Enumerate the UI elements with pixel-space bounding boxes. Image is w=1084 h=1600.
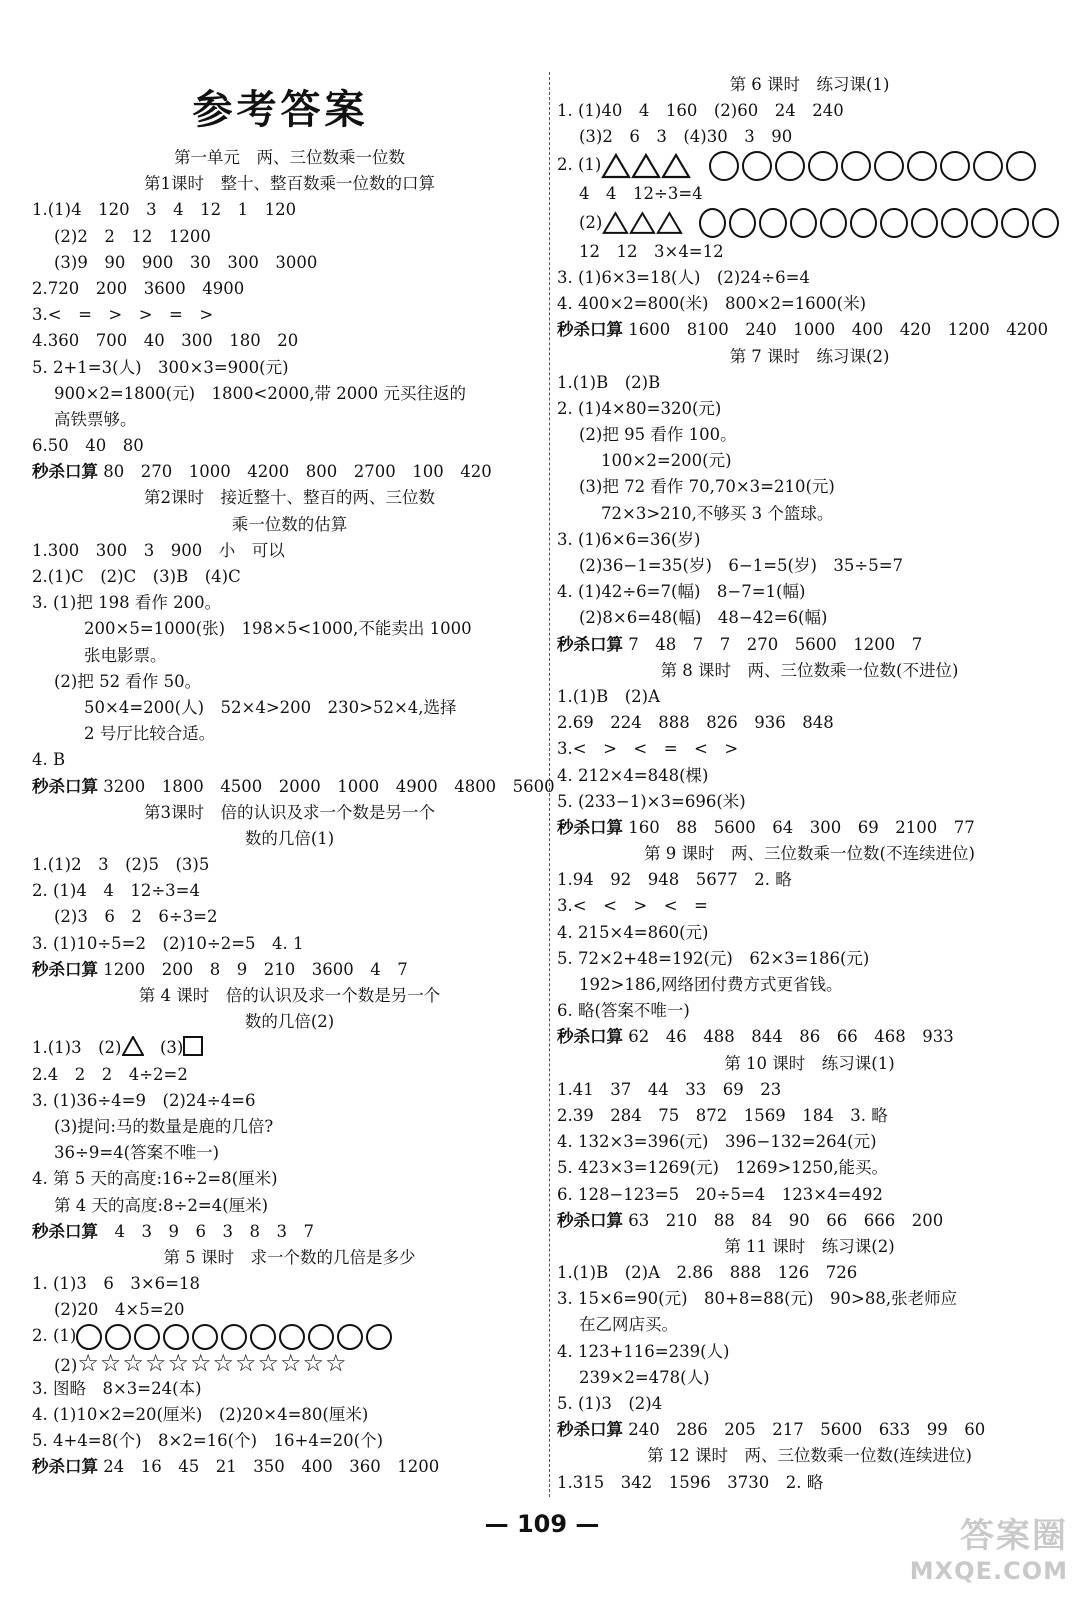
quick-calc-label: 秒杀口算 <box>557 320 623 340</box>
circle-icon <box>729 208 756 238</box>
circle-icon <box>940 151 970 181</box>
answer-line: 3. (1)把 198 看作 200。 <box>32 593 222 613</box>
circle-icon <box>699 208 726 238</box>
answer-line: 5. (1)3 (2)4 <box>557 1394 663 1413</box>
answer-line: 12 12 3×4=12 <box>579 241 724 261</box>
quick-calc-line <box>557 1417 1062 1443</box>
quick-calc-values: 4 3 9 6 3 8 3 7 <box>98 1221 314 1241</box>
lesson-10-title: 第 10 课时 练习课(1) <box>724 1053 895 1073</box>
answer-line: 1.(1)2 3 (2)5 (3)5 <box>32 855 210 875</box>
answer-line: 900×2=1800(元) 1800<2000,带 2000 元买往返的 <box>54 383 467 403</box>
answer-line: 1.(1)4 120 3 4 12 1 120 <box>32 200 297 220</box>
answer-line: 100×2=200(元) <box>601 451 732 471</box>
circle-icon <box>709 151 739 181</box>
answer-line: 1.315 342 1596 3730 2. 略 <box>557 1472 824 1492</box>
answer-line: 1. (1)40 4 160 (2)60 24 240 <box>557 101 844 121</box>
circle-icon <box>808 151 838 181</box>
circle-icon <box>907 151 937 181</box>
answer-line: 3. (1)36÷4=9 (2)24÷4=6 <box>32 1090 256 1110</box>
quick-calc-line <box>32 1454 547 1480</box>
circle-icon <box>971 208 998 238</box>
circle-icon <box>105 1324 131 1350</box>
answer-line: 4. (1)10×2=20(厘米) (2)20×4=80(厘米) <box>32 1405 369 1424</box>
answer-line: 3.< > < = < > <box>557 739 739 759</box>
answer-line: (2)2 2 12 1200 <box>54 226 211 246</box>
lesson-1-title: 第1课时 整十、整百数乘一位数的口算 <box>144 174 435 194</box>
circle-icon <box>759 208 786 238</box>
answer-line: 6.50 40 80 <box>32 436 144 456</box>
triangle-icon <box>602 210 629 236</box>
answer-line: (3)9 90 900 30 300 3000 <box>54 252 318 272</box>
lesson-3-title: 第3课时 倍的认识及求一个数是另一个 <box>144 802 435 822</box>
circle-icon <box>880 208 907 238</box>
answer-line: 3. 图略 8×3=24(本) <box>32 1378 202 1398</box>
quick-calc-line <box>32 957 547 983</box>
answer-line: (3)把 72 看作 70,70×3=210(元) <box>579 477 835 497</box>
circle-icon <box>973 151 1003 181</box>
answer-line: 1.(1)B (2)A <box>557 686 661 706</box>
lesson-2-title-cont: 乘一位数的估算 <box>231 514 348 534</box>
quick-calc-line <box>557 1024 1062 1050</box>
circle-icon <box>250 1324 276 1350</box>
answer-line: 4. 400×2=800(米) 800×2=1600(米) <box>557 294 867 314</box>
circle-icon <box>163 1324 189 1350</box>
answer-line <box>32 1323 547 1349</box>
answer-line: 2.720 200 3600 4900 <box>32 278 245 298</box>
answer-line: 3. 15×6=90(元) 80+8=88(元) 90>88,张老师应 <box>557 1289 958 1309</box>
triangle-icon <box>122 1036 144 1064</box>
answer-line: 200×5=1000(张) 198×5<1000,不能卖出 1000 <box>84 619 472 639</box>
answer-line: 2. (1)4×80=320(元) <box>557 398 722 418</box>
circle-icon <box>911 208 938 238</box>
answer-line <box>32 1350 547 1376</box>
answer-line: 2 号厅比较合适。 <box>84 724 216 744</box>
quick-calc-label: 秒杀口算 <box>32 462 98 482</box>
answer-line: 4. 123+116=239(人) <box>557 1341 730 1361</box>
quick-calc-values: 160 88 5600 64 300 69 2100 77 <box>623 817 975 837</box>
answer-line: 72×3>210,不够买 3 个篮球。 <box>601 503 834 523</box>
quick-calc-values: 1600 8100 240 1000 400 420 1200 4200 <box>623 320 1049 340</box>
quick-calc-line <box>557 815 1062 841</box>
circle-icon <box>221 1324 247 1350</box>
answer-line: 4.360 700 40 300 180 20 <box>32 331 299 351</box>
quick-calc-label: 秒杀口算 <box>32 1457 98 1477</box>
answer-line: 3.< = > > = > <box>32 305 214 325</box>
quick-calc-values: 24 16 45 21 350 400 360 1200 <box>98 1457 440 1477</box>
answer-line: 50×4=200(人) 52×4>200 230>52×4,选择 <box>84 697 457 717</box>
answer-line: 2.(1)C (2)C (3)B (4)C <box>32 567 241 586</box>
lesson-7-title: 第 7 课时 练习课(2) <box>729 346 890 366</box>
answer-line: 在乙网店买。 <box>579 1315 678 1335</box>
answer-line: (3)2 6 3 (4)30 3 90 <box>579 127 793 147</box>
lesson-6-title: 第 6 课时 练习课(1) <box>729 75 890 94</box>
quick-calc-label: 秒杀口算 <box>32 1221 98 1241</box>
answer-line: 6. 略(答案不唯一) <box>557 1001 690 1021</box>
circle-icon <box>850 208 877 238</box>
answer-text: 1.(1)3 (2) <box>32 1038 122 1058</box>
triangle-icon <box>629 210 656 236</box>
answer-line: (2)把 95 看作 100。 <box>579 425 737 445</box>
answer-line: 36÷9=4(答案不唯一) <box>54 1143 220 1163</box>
answer-line: (2)36−1=35(岁) 6−1=5(岁) 35÷5=7 <box>579 556 904 575</box>
answer-line: 239×2=478(人) <box>579 1367 710 1387</box>
answer-line: 张电影票。 <box>84 645 167 665</box>
quick-calc-values: 62 46 488 844 86 66 468 933 <box>623 1027 954 1047</box>
quick-calc-label: 秒杀口算 <box>557 1210 623 1230</box>
quick-calc-values: 1200 200 8 9 210 3600 4 7 <box>98 959 408 979</box>
answer-line: 1.94 92 948 5677 2. 略 <box>557 870 792 890</box>
quick-calc-label: 秒杀口算 <box>557 634 623 654</box>
triangle-icon <box>631 153 661 179</box>
quick-calc-label: 秒杀口算 <box>557 1027 623 1047</box>
answer-line <box>557 207 1062 239</box>
answer-line: 3. (1)6×6=36(岁) <box>557 529 701 549</box>
answer-line: 5. 4+4=8(个) 8×2=16(个) 16+4=20(个) <box>32 1431 384 1451</box>
quick-calc-line <box>32 774 555 800</box>
answer-line: 192>186,网络团付费方式更省钱。 <box>579 975 843 994</box>
triangle-icon <box>601 153 631 179</box>
circle-icon <box>775 151 805 181</box>
circle-icon <box>820 208 847 238</box>
quick-calc-values: 63 210 88 84 90 66 666 200 <box>623 1210 944 1230</box>
quick-calc-line <box>557 632 1062 658</box>
circle-icon <box>76 1324 102 1350</box>
lesson-5-title: 第 5 课时 求一个数的几倍是多少 <box>163 1247 416 1267</box>
star-icons: ☆☆☆☆☆☆☆☆☆☆☆☆ <box>77 1348 348 1377</box>
quick-calc-values: 3200 1800 4500 2000 1000 4900 4800 5600 <box>98 776 555 796</box>
answer-text: 2. (1) <box>557 155 602 175</box>
triangle-icon <box>661 153 691 179</box>
answer-line: 3. (1)6×3=18(人) (2)24÷6=4 <box>557 267 810 287</box>
answer-line: 1. (1)3 6 3×6=18 <box>32 1274 200 1294</box>
page-number: — 109 — <box>484 1510 600 1538</box>
quick-calc-values: 80 270 1000 4200 800 2700 100 420 <box>98 462 492 482</box>
circle-icon <box>742 151 772 181</box>
quick-calc-label: 秒杀口算 <box>557 817 623 837</box>
answer-line: 5. (233−1)×3=696(米) <box>557 791 746 811</box>
circle-icon <box>1006 151 1036 181</box>
quick-calc-values: 240 286 205 217 5600 633 99 60 <box>623 1420 986 1440</box>
lesson-12-title: 第 12 课时 两、三位数乘一位数(连续进位) <box>647 1446 972 1466</box>
circle-icon <box>337 1324 363 1350</box>
answer-line: (2)8×6=48(幅) 48−42=6(幅) <box>579 608 828 628</box>
answer-text: 2. (1) <box>32 1326 77 1346</box>
circle-icon <box>192 1324 218 1350</box>
answer-line: 3. (1)10÷5=2 (2)10÷2=5 4. 1 <box>32 933 304 953</box>
answer-text: (2) <box>579 212 603 232</box>
answer-line: 5. 72×2+48=192(元) 62×3=186(元) <box>557 948 870 968</box>
watermark-logo-text: 答案圈 <box>960 1516 1068 1556</box>
lesson-4-title-cont: 数的几倍(2) <box>244 1012 335 1032</box>
triangle-icon <box>656 210 683 236</box>
answer-line: (2)3 6 2 6÷3=2 <box>54 907 218 927</box>
answer-line: (2)把 52 看作 50。 <box>54 671 202 691</box>
square-icon <box>183 1036 203 1064</box>
unit-title: 第一单元 两、三位数乘一位数 <box>174 148 405 167</box>
circle-icon <box>134 1324 160 1350</box>
answer-line: 3.< < > < = <box>557 896 708 916</box>
answer-line <box>32 1035 547 1061</box>
answer-line: 1.(1)B (2)B <box>557 372 661 392</box>
circle-icon <box>308 1324 334 1350</box>
answer-line: 6. 128−123=5 20÷5=4 123×4=492 <box>557 1184 883 1204</box>
lesson-3-title-cont: 数的几倍(1) <box>244 828 335 848</box>
lesson-4-title: 第 4 课时 倍的认识及求一个数是另一个 <box>138 986 441 1005</box>
quick-calc-line <box>557 317 1062 343</box>
answer-line: 2.39 284 75 872 1569 184 3. 略 <box>557 1105 888 1125</box>
lesson-8-title: 第 8 课时 两、三位数乘一位数(不进位) <box>660 660 959 680</box>
answer-line: 高铁票够。 <box>54 409 137 429</box>
quick-calc-label: 秒杀口算 <box>557 1420 623 1440</box>
answer-line: 4. 215×4=860(元) <box>557 922 709 942</box>
circle-icon <box>841 151 871 181</box>
quick-calc-line <box>32 459 547 485</box>
circle-icon <box>790 208 817 238</box>
circle-icon <box>941 208 968 238</box>
answer-line: 5. 423×3=1269(元) 1269>1250,能买。 <box>557 1158 889 1178</box>
answer-line: (3)提问:马的数量是鹿的几倍? <box>54 1116 274 1136</box>
answer-line: 4. 132×3=396(元) 396−132=264(元) <box>557 1132 877 1152</box>
lesson-2-title: 第2课时 接近整十、整百的两、三位数 <box>144 488 435 508</box>
answer-line: 第 4 天的高度:8÷2=4(厘米) <box>54 1195 269 1215</box>
quick-calc-line <box>557 1208 1062 1234</box>
quick-calc-line <box>32 1219 547 1245</box>
circle-icon <box>1032 208 1059 238</box>
lesson-11-title: 第 11 课时 练习课(2) <box>724 1236 895 1256</box>
answer-line: 4 4 12÷3=4 <box>579 183 703 203</box>
page-title: 参考答案 <box>192 87 369 133</box>
answer-line: 4. (1)42÷6=7(幅) 8−7=1(幅) <box>557 582 806 602</box>
circle-icon <box>874 151 904 181</box>
circle-icon <box>1001 208 1028 238</box>
circle-icon <box>279 1324 305 1350</box>
answer-line <box>557 151 1062 181</box>
answer-line: 1.300 300 3 900 小 可以 <box>32 540 285 560</box>
answer-line: 2.4 2 2 4÷2=2 <box>32 1064 188 1084</box>
answer-line: 1.(1)B (2)A 2.86 888 126 726 <box>557 1263 858 1283</box>
lesson-9-title: 第 9 课时 两、三位数乘一位数(不连续进位) <box>644 844 975 864</box>
site-watermark <box>910 1508 1068 1585</box>
quick-calc-values: 7 48 7 7 270 5600 1200 7 <box>623 634 923 654</box>
quick-calc-label: 秒杀口算 <box>32 776 98 796</box>
answer-line: 4. 212×4=848(棵) <box>557 765 709 785</box>
circle-icon <box>366 1324 392 1350</box>
answer-text: (2) <box>54 1355 78 1375</box>
answer-line: (2)20 4×5=20 <box>54 1300 185 1320</box>
answer-line: 2. (1)4 4 12÷3=4 <box>32 881 200 901</box>
answer-line: 4. B <box>32 750 66 770</box>
answer-line: 4. 第 5 天的高度:16÷2=8(厘米) <box>32 1169 278 1189</box>
answer-line: 1.41 37 44 33 69 23 <box>557 1079 782 1099</box>
answer-line: 2.69 224 888 826 936 848 <box>557 713 834 733</box>
quick-calc-label: 秒杀口算 <box>32 959 98 979</box>
left-column <box>32 145 555 1481</box>
answer-text: (3) <box>143 1038 184 1058</box>
right-column <box>557 75 1062 1496</box>
answer-line: 5. 2+1=3(人) 300×3=900(元) <box>32 357 289 377</box>
watermark-url: MXQE.COM <box>909 1557 1068 1585</box>
